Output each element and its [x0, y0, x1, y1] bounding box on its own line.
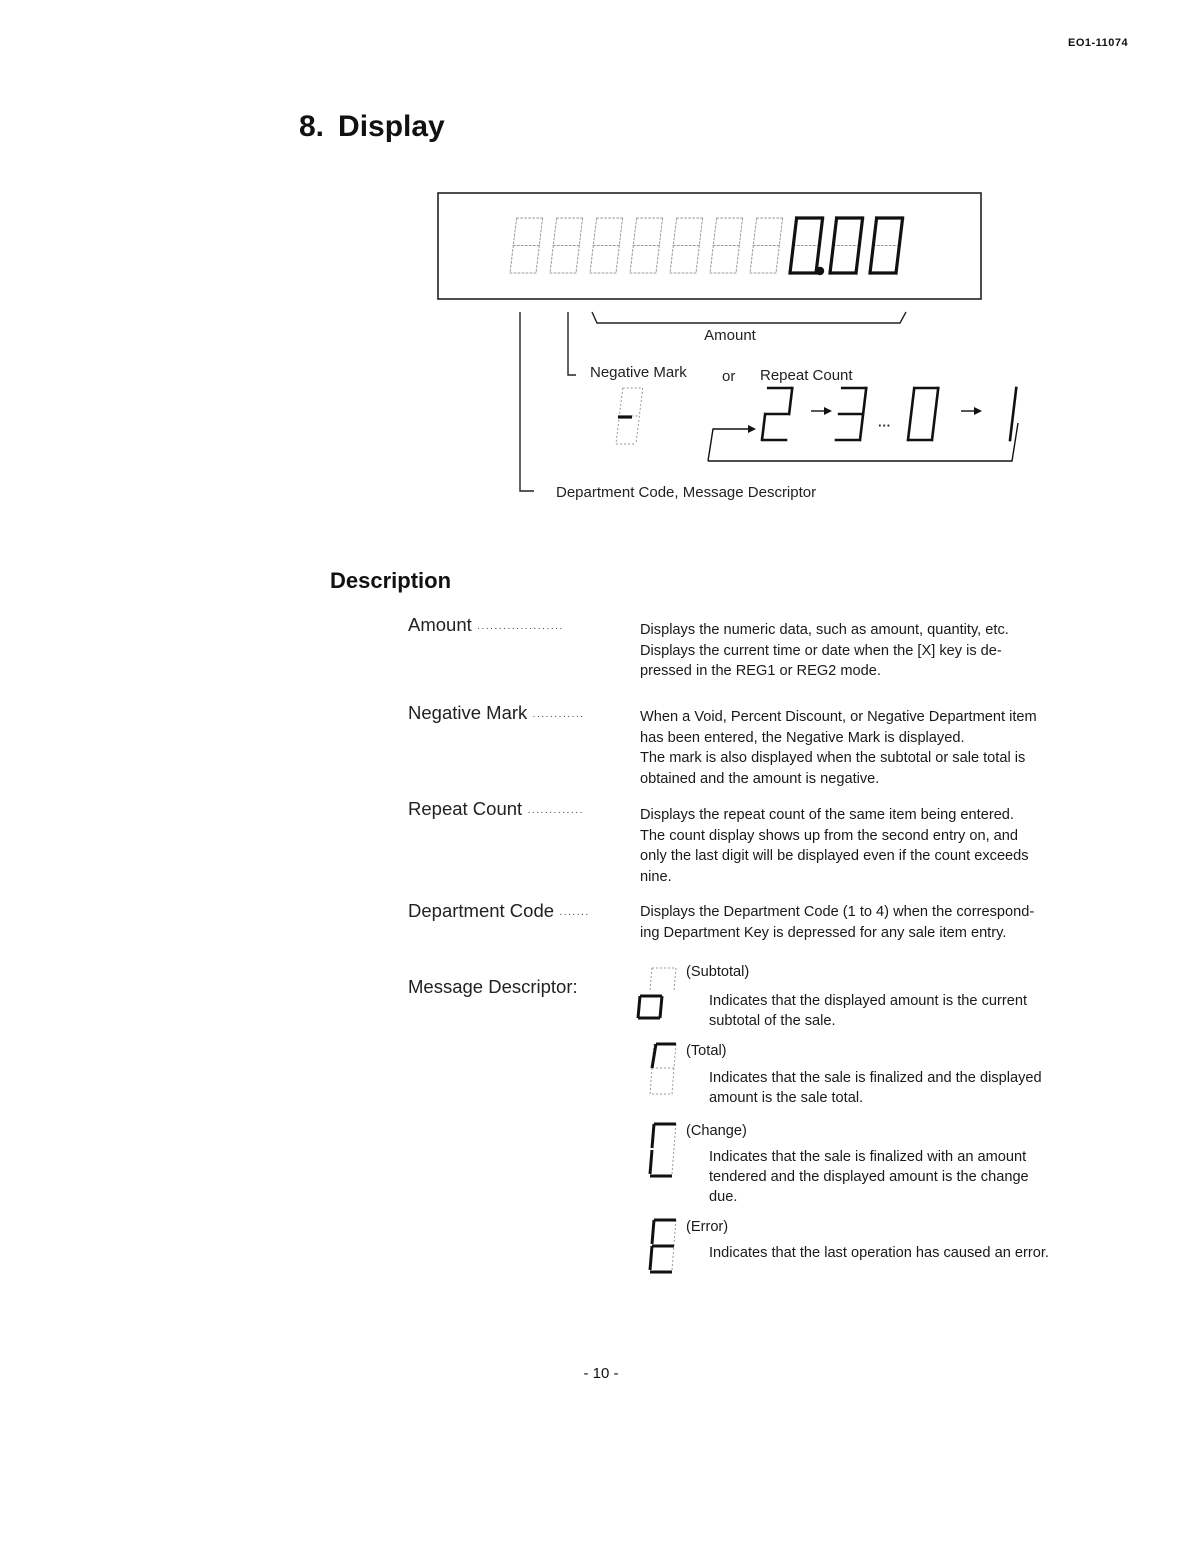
error-title: (Error) — [686, 1219, 729, 1235]
term-message-descriptor: Message Descriptor: — [408, 976, 578, 997]
change-description: Indicates that the sale is finalized with an amount tendered and the displayed amount is the change due. — [709, 1149, 1029, 1205]
subtotal-description: Indicates that the displayed amount is the current subtotal of the sale. — [709, 993, 1028, 1029]
display-window — [438, 193, 981, 299]
dim-digit — [670, 218, 703, 273]
dim-digit — [630, 218, 663, 273]
subtotal-title: (Subtotal) — [686, 964, 750, 980]
total-title: (Total) — [686, 1043, 727, 1059]
repeat-count-digit — [1010, 388, 1016, 440]
repeat-count-digit — [836, 388, 866, 440]
change-title: (Change) — [686, 1123, 747, 1139]
repeat-count-digit — [908, 388, 938, 440]
negative-mark-description: When a Void, Percent Discount, or Negative Department item has been entered, the Negative Mark is displayed. The mark is also displayed when the subtotal or sale total is obtained and the amount is negative. — [640, 709, 1037, 787]
term-amount: Amount ···················· — [408, 614, 564, 635]
document-id: EO1-11074 — [1068, 37, 1129, 49]
dim-digit — [750, 218, 783, 273]
page-title — [299, 110, 445, 144]
amount-label: Amount — [704, 327, 756, 344]
term-negative-mark: Negative Mark ············ — [408, 702, 585, 723]
total-glyph-icon — [632, 1040, 682, 1104]
negative-mark-example — [616, 388, 643, 444]
amount-description: Displays the numeric data, such as amount, quantity, etc. Displays the current time or date when the [X] key is de- pressed in the REG1 or REG2 mode. — [640, 622, 1009, 679]
dim-digit — [550, 218, 583, 273]
repeat-count-example — [708, 388, 1018, 461]
term-department-code: Department Code ······· — [408, 900, 590, 921]
department-code-label: Department Code, Message Descriptor — [556, 484, 817, 501]
arrow-heads — [748, 407, 982, 433]
subtotal-glyph-icon — [632, 962, 682, 1024]
inactive-digit-segments — [510, 218, 903, 273]
description-heading: Description — [330, 568, 452, 593]
repeat-count-description: Displays the repeat count of the same item being entered. The count display shows up from the second entry on, and only the last digit will be displayed even if the count exceeds nine. — [640, 807, 1029, 885]
repeat-count-digit — [762, 388, 792, 440]
section-number: 8. — [299, 110, 325, 143]
page-number: - 10 - — [583, 1365, 619, 1382]
error-glyph-icon — [632, 1216, 682, 1280]
total-description: Indicates that the sale is finalized and the displayed amount is the sale total. — [709, 1070, 1042, 1106]
decimal-point — [817, 268, 822, 273]
department-code-description: Displays the Department Code (1 to 4) when the correspond- ing Department Key is depressed for any sale item entry. — [640, 904, 1035, 941]
section-title: Display — [338, 110, 445, 143]
dim-digit — [510, 218, 543, 273]
display-diagram — [430, 185, 1040, 515]
change-glyph-icon — [632, 1120, 682, 1184]
negative-mark-label: Negative Mark — [590, 364, 687, 381]
ellipsis: ··· — [878, 418, 891, 433]
error-description: Indicates that the last operation has caused an error. — [709, 1245, 1049, 1261]
or-label: or — [722, 368, 736, 385]
dim-digit — [710, 218, 743, 273]
term-repeat-count: Repeat Count ············· — [408, 798, 584, 819]
repeat-count-label: Repeat Count — [760, 367, 853, 384]
dim-digit — [590, 218, 623, 273]
